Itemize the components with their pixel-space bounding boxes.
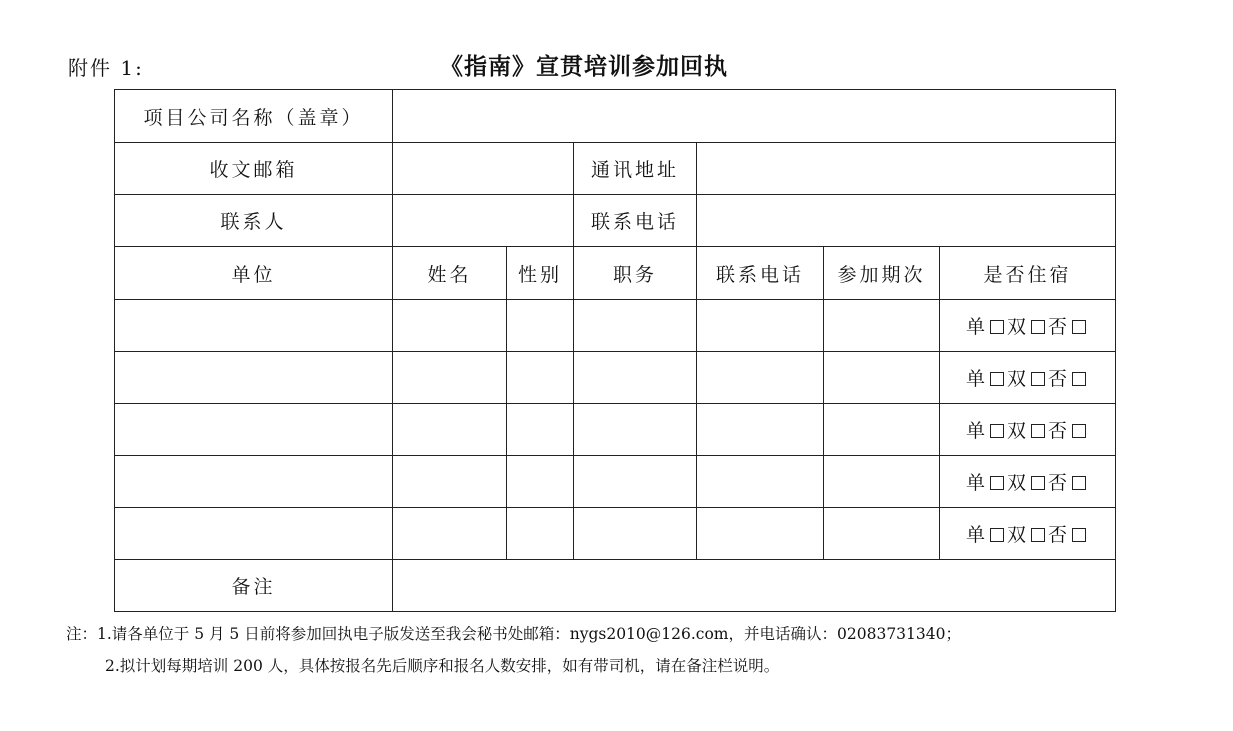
attendee-row: [115, 352, 1116, 404]
double-checkbox[interactable]: [1031, 320, 1045, 334]
session-cell[interactable]: [824, 508, 940, 560]
lodging-option-double-label: 双: [1007, 316, 1030, 338]
attendee-row: [115, 456, 1116, 508]
form-title: 《指南》宣贯培训参加回执: [440, 53, 728, 80]
lodging-option-no-label: 否: [1048, 316, 1071, 338]
phone-cell[interactable]: [697, 404, 824, 456]
lodging-option-no-label: 否: [1048, 368, 1071, 390]
column-header-gender: 性别: [507, 247, 574, 300]
name-cell[interactable]: [393, 404, 507, 456]
attachment-label: 附件 1:: [68, 56, 144, 80]
lodging-option-double-label: 双: [1007, 368, 1030, 390]
name-cell[interactable]: [393, 456, 507, 508]
single-checkbox[interactable]: [990, 320, 1004, 334]
remarks-label: 备注: [115, 560, 393, 612]
contact-row: [115, 195, 1116, 247]
lodging-option-single-label: 单: [966, 316, 989, 338]
note-line-2: 2.拟计划每期培训 200 人，具体按报名先后顺序和报名人数安排，如有带司机，请在备注栏说明。: [105, 657, 780, 675]
address-label: 通讯地址: [574, 143, 697, 195]
double-checkbox[interactable]: [1031, 372, 1045, 386]
position-cell[interactable]: [574, 300, 697, 352]
phone-cell[interactable]: [697, 456, 824, 508]
lodging-option-single-label: 单: [966, 524, 989, 546]
attendee-row: [115, 404, 1116, 456]
single-checkbox[interactable]: [990, 528, 1004, 542]
position-cell[interactable]: [574, 508, 697, 560]
gender-cell[interactable]: [507, 508, 574, 560]
column-header-phone: 联系电话: [697, 247, 824, 300]
single-checkbox[interactable]: [990, 424, 1004, 438]
no-checkbox[interactable]: [1072, 424, 1086, 438]
position-cell[interactable]: [574, 352, 697, 404]
lodging-cell: [940, 404, 1116, 456]
email-address-row: [115, 143, 1116, 195]
gender-cell[interactable]: [507, 456, 574, 508]
unit-cell[interactable]: [115, 352, 393, 404]
name-cell[interactable]: [393, 300, 507, 352]
double-checkbox[interactable]: [1031, 424, 1045, 438]
remarks-field[interactable]: [393, 560, 1116, 612]
phone-cell[interactable]: [697, 508, 824, 560]
lodging-option-double-label: 双: [1007, 472, 1030, 494]
lodging-option-double-label: 双: [1007, 420, 1030, 442]
email-field[interactable]: [393, 143, 574, 195]
lodging-option-single-label: 单: [966, 368, 989, 390]
company-name-field[interactable]: [393, 90, 1116, 143]
lodging-cell: [940, 456, 1116, 508]
gender-cell[interactable]: [507, 352, 574, 404]
double-checkbox[interactable]: [1031, 476, 1045, 490]
position-cell[interactable]: [574, 404, 697, 456]
single-checkbox[interactable]: [990, 372, 1004, 386]
column-header-lodging: 是否住宿: [940, 247, 1116, 300]
attendee-row: [115, 300, 1116, 352]
no-checkbox[interactable]: [1072, 372, 1086, 386]
unit-cell[interactable]: [115, 456, 393, 508]
column-header-unit: 单位: [115, 247, 393, 300]
unit-cell[interactable]: [115, 404, 393, 456]
registration-form-table: [114, 89, 1116, 612]
attendee-header-row: [115, 247, 1116, 300]
lodging-option-no-label: 否: [1048, 524, 1071, 546]
company-name-label: 项目公司名称（盖章）: [115, 90, 393, 143]
phone-cell[interactable]: [697, 352, 824, 404]
single-checkbox[interactable]: [990, 476, 1004, 490]
column-header-name: 姓名: [393, 247, 507, 300]
lodging-option-no-label: 否: [1048, 472, 1071, 494]
no-checkbox[interactable]: [1072, 476, 1086, 490]
lodging-cell: [940, 508, 1116, 560]
unit-cell[interactable]: [115, 300, 393, 352]
note-line-1: 注：1.请各单位于 5 月 5 日前将参加回执电子版发送至我会秘书处邮箱：nygs2010@126.com，并电话确认：02083731340；: [66, 625, 961, 643]
lodging-cell: [940, 352, 1116, 404]
session-cell[interactable]: [824, 456, 940, 508]
column-header-session: 参加期次: [824, 247, 940, 300]
gender-cell[interactable]: [507, 404, 574, 456]
session-cell[interactable]: [824, 404, 940, 456]
contact-phone-label: 联系电话: [574, 195, 697, 247]
position-cell[interactable]: [574, 456, 697, 508]
column-header-position: 职务: [574, 247, 697, 300]
no-checkbox[interactable]: [1072, 528, 1086, 542]
no-checkbox[interactable]: [1072, 320, 1086, 334]
contact-person-label: 联系人: [115, 195, 393, 247]
gender-cell[interactable]: [507, 300, 574, 352]
double-checkbox[interactable]: [1031, 528, 1045, 542]
lodging-option-single-label: 单: [966, 472, 989, 494]
lodging-cell: [940, 300, 1116, 352]
phone-cell[interactable]: [697, 300, 824, 352]
unit-cell[interactable]: [115, 508, 393, 560]
remarks-row: [115, 560, 1116, 612]
name-cell[interactable]: [393, 352, 507, 404]
lodging-option-no-label: 否: [1048, 420, 1071, 442]
session-cell[interactable]: [824, 300, 940, 352]
email-label: 收文邮箱: [115, 143, 393, 195]
contact-person-field[interactable]: [393, 195, 574, 247]
attendee-row: [115, 508, 1116, 560]
notes-section: [66, 618, 961, 682]
company-name-row: [115, 90, 1116, 143]
name-cell[interactable]: [393, 508, 507, 560]
lodging-option-double-label: 双: [1007, 524, 1030, 546]
session-cell[interactable]: [824, 352, 940, 404]
lodging-option-single-label: 单: [966, 420, 989, 442]
address-field[interactable]: [697, 143, 1116, 195]
contact-phone-field[interactable]: [697, 195, 1116, 247]
